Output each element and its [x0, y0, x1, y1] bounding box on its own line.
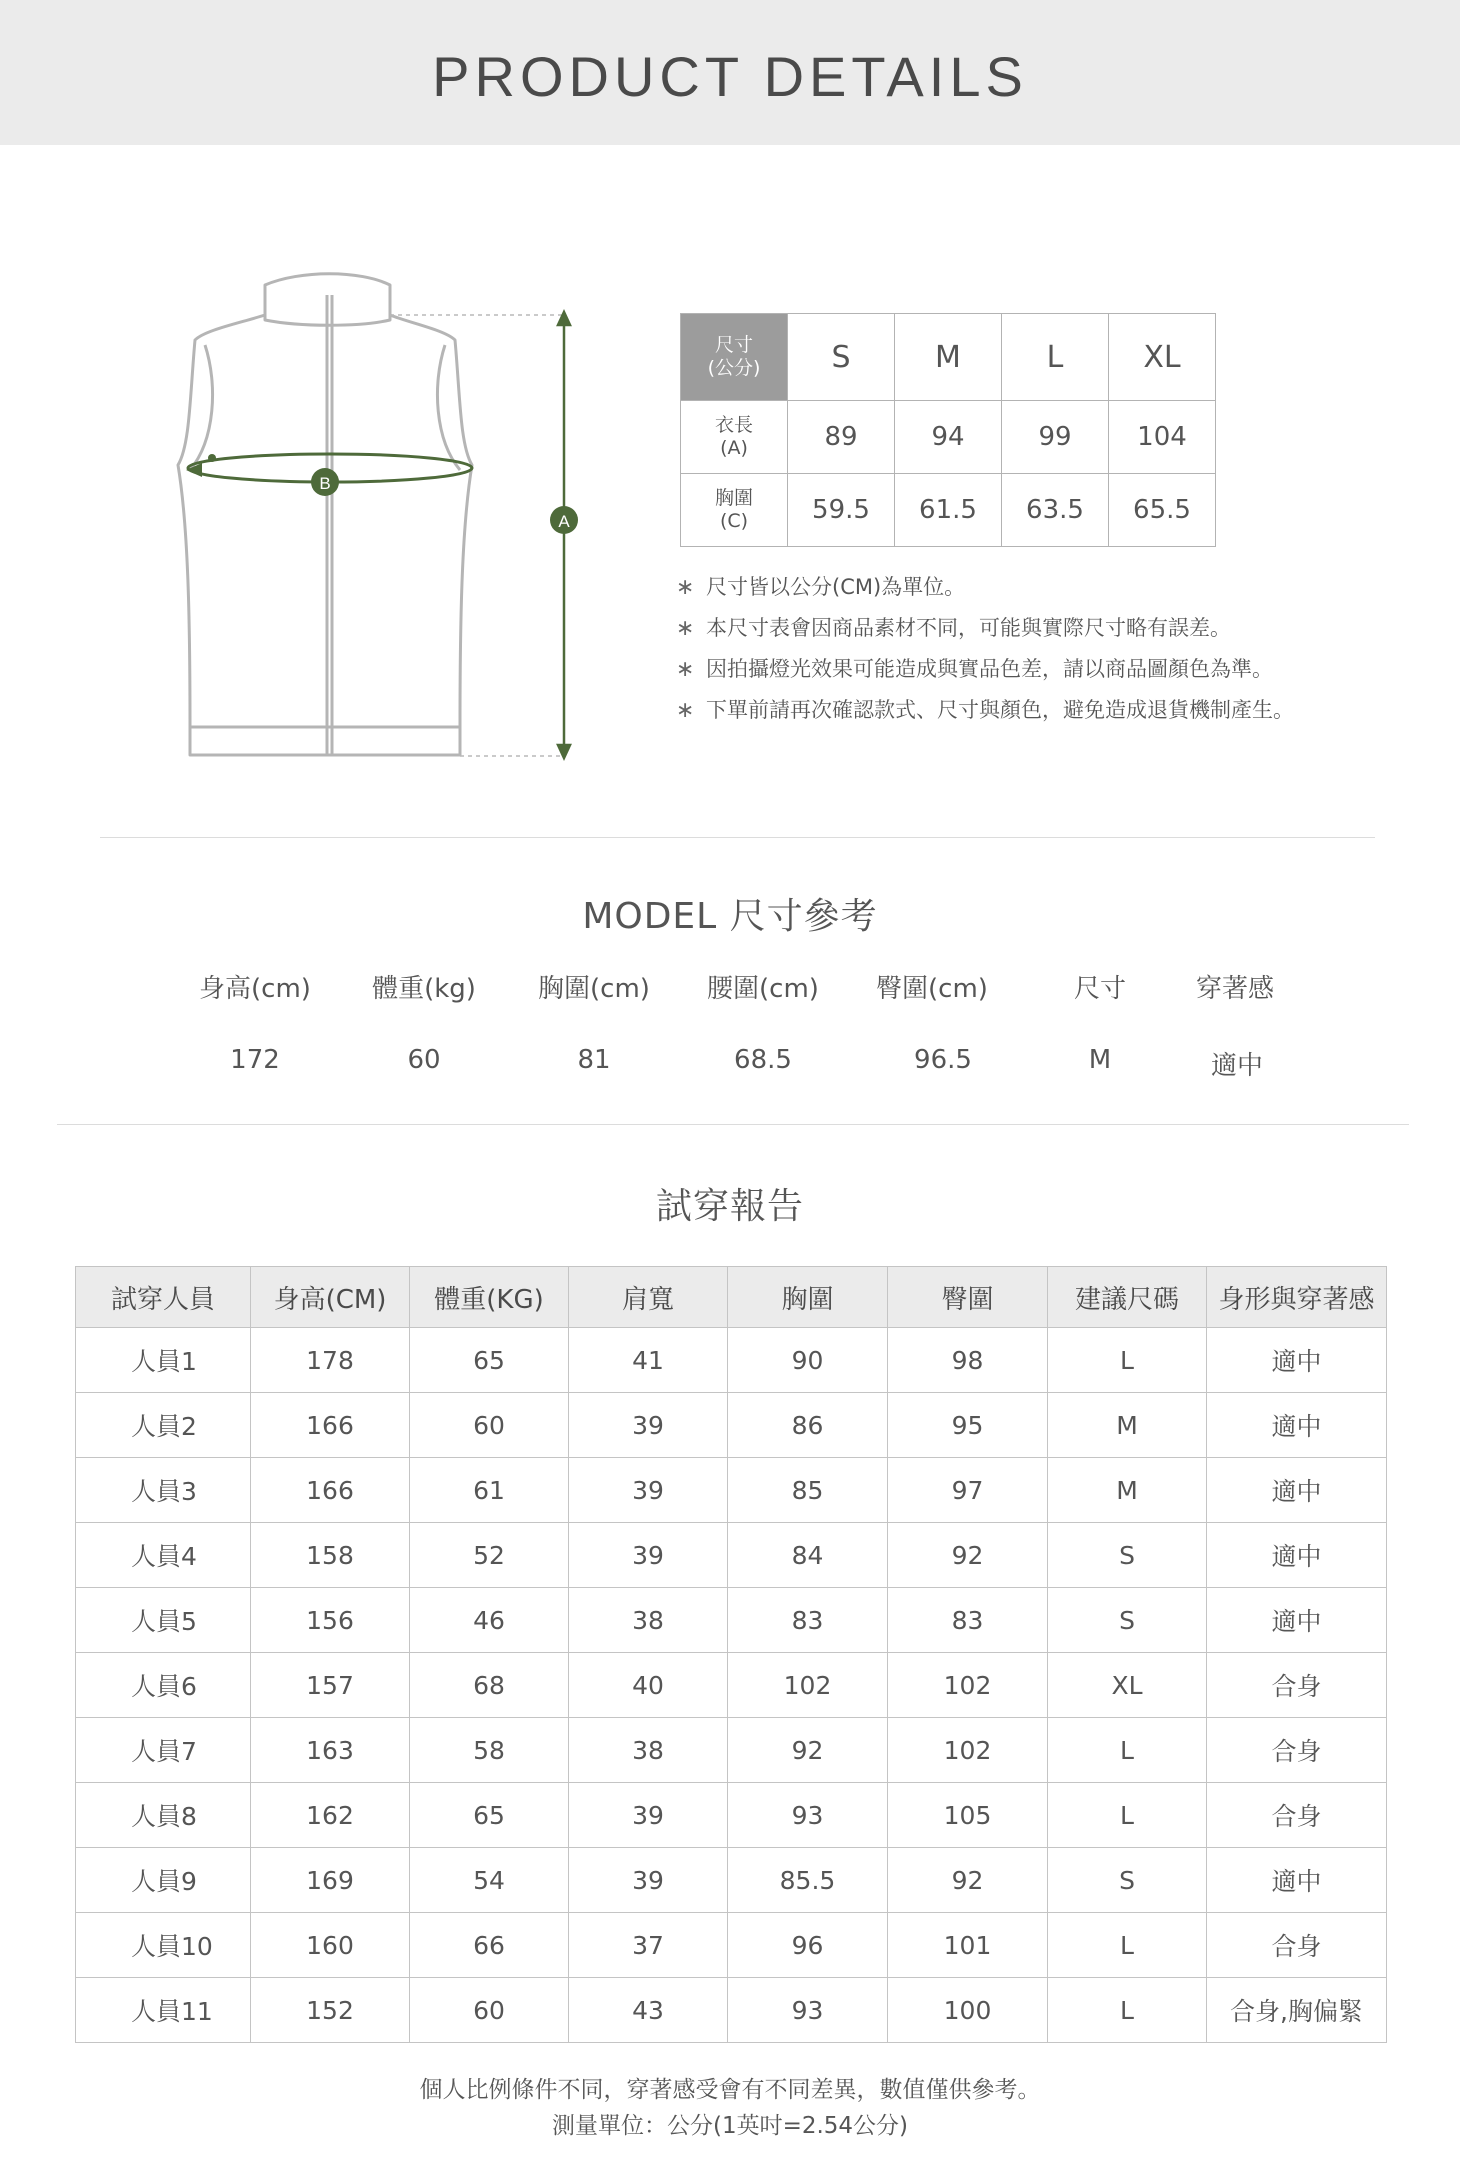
tryon-cell: L	[1048, 1718, 1207, 1783]
model-section-title: MODEL 尺寸參考	[582, 896, 878, 937]
note-item: ∗ 因拍攝燈光效果可能造成與實品色差，請以商品圖顏色為準。	[676, 649, 1294, 690]
tryon-cell: 83	[728, 1588, 888, 1653]
tryon-cell: 合身,胸偏緊	[1207, 1978, 1387, 2043]
badge-a-label: A	[558, 512, 570, 531]
tryon-cell: 97	[888, 1458, 1048, 1523]
asterisk-icon: ∗	[676, 657, 695, 682]
size-col-xl: XL	[1109, 314, 1216, 401]
tryon-row	[76, 1588, 1387, 1653]
tryon-row	[76, 1328, 1387, 1393]
size-header-row	[681, 314, 1216, 401]
tryon-cell: 92	[888, 1523, 1048, 1588]
tryon-header-row	[76, 1267, 1387, 1328]
tryon-cell: 68	[410, 1653, 569, 1718]
tryon-cell: 適中	[1207, 1458, 1387, 1523]
tryon-cell: 60	[410, 1393, 569, 1458]
model-value: M	[1088, 1045, 1112, 1075]
asterisk-icon: ∗	[676, 575, 695, 600]
model-header: 尺寸	[1073, 974, 1126, 1004]
tryon-cell: 人員3	[76, 1458, 251, 1523]
vest-body-outline	[178, 315, 472, 755]
model-header: 穿著感	[1195, 974, 1274, 1004]
model-value: 適中	[1210, 1051, 1263, 1081]
tryon-cell: 95	[888, 1393, 1048, 1458]
tryon-cell: S	[1048, 1588, 1207, 1653]
tryon-cell: 人員8	[76, 1783, 251, 1848]
asterisk-icon: ∗	[676, 698, 695, 723]
tryon-cell: 166	[251, 1393, 410, 1458]
tryon-cell: 96	[728, 1913, 888, 1978]
tryon-cell: 101	[888, 1913, 1048, 1978]
tryon-row	[76, 1913, 1387, 1978]
tryon-cell: 158	[251, 1523, 410, 1588]
tryon-cell: M	[1048, 1458, 1207, 1523]
size-col-s: S	[788, 314, 895, 401]
tryon-cell: 合身	[1207, 1718, 1387, 1783]
vest-diagram	[160, 265, 600, 775]
size-chart-table	[680, 313, 1216, 547]
tryon-row	[76, 1783, 1387, 1848]
tryon-row	[76, 1978, 1387, 2043]
tryon-cell: 人員5	[76, 1588, 251, 1653]
tryon-cell: 人員11	[76, 1978, 251, 2043]
size-row-length	[681, 401, 1216, 474]
size-cell: 104	[1109, 401, 1216, 474]
tryon-cell: 102	[728, 1653, 888, 1718]
tryon-body	[76, 1328, 1387, 2043]
tryon-cell: 157	[251, 1653, 410, 1718]
tryon-cell: L	[1048, 1328, 1207, 1393]
tryon-header: 體重(KG)	[410, 1267, 569, 1328]
size-col-l: L	[1002, 314, 1109, 401]
tryon-cell: 61	[410, 1458, 569, 1523]
size-cell: 65.5	[1109, 474, 1216, 547]
tryon-header: 肩寬	[569, 1267, 728, 1328]
tryon-cell: L	[1048, 1783, 1207, 1848]
tryon-cell: 適中	[1207, 1328, 1387, 1393]
tryon-cell: 166	[251, 1458, 410, 1523]
tryon-cell: L	[1048, 1913, 1207, 1978]
tryon-row	[76, 1653, 1387, 1718]
tryon-cell: XL	[1048, 1653, 1207, 1718]
tryon-cell: 人員1	[76, 1328, 251, 1393]
size-cell: 94	[895, 401, 1002, 474]
footer-line: 測量單位：公分(1英吋=2.54公分)	[551, 2113, 909, 2139]
tryon-cell: 合身	[1207, 1913, 1387, 1978]
tryon-cell: 163	[251, 1718, 410, 1783]
tryon-cell: 102	[888, 1653, 1048, 1718]
divider	[57, 1124, 1409, 1125]
tryon-cell: M	[1048, 1393, 1207, 1458]
note-item: ∗ 本尺寸表會因商品素材不同，可能與實際尺寸略有誤差。	[676, 608, 1294, 649]
page-title: PRODUCT DETAILS	[432, 45, 1028, 108]
tryon-cell: 98	[888, 1328, 1048, 1393]
ellipse-start-dot	[208, 454, 216, 462]
size-cell: 59.5	[788, 474, 895, 547]
tryon-cell: 合身	[1207, 1653, 1387, 1718]
size-notes	[676, 567, 1294, 731]
tryon-cell: 90	[728, 1328, 888, 1393]
tryon-header: 胸圍	[728, 1267, 888, 1328]
footer-note	[0, 2072, 1460, 2144]
tryon-cell: 65	[410, 1328, 569, 1393]
tryon-cell: 38	[569, 1718, 728, 1783]
tryon-table	[75, 1266, 1387, 2043]
tryon-header: 身高(CM)	[251, 1267, 410, 1328]
note-item: ∗ 尺寸皆以公分(CM)為單位。	[676, 567, 1294, 608]
tryon-cell: 85.5	[728, 1848, 888, 1913]
tryon-cell: 適中	[1207, 1393, 1387, 1458]
tryon-cell: 適中	[1207, 1848, 1387, 1913]
tryon-cell: 54	[410, 1848, 569, 1913]
model-header: 腰圍(cm)	[707, 974, 819, 1004]
tryon-cell: 60	[410, 1978, 569, 2043]
note-item: ∗ 下單前請再次確認款式、尺寸與顏色，避免造成退貨機制產生。	[676, 690, 1294, 731]
tryon-cell: 39	[569, 1523, 728, 1588]
model-header: 臀圍(cm)	[876, 974, 988, 1004]
tryon-cell: 人員9	[76, 1848, 251, 1913]
tryon-row	[76, 1848, 1387, 1913]
tryon-cell: 105	[888, 1783, 1048, 1848]
badge-b-label: B	[319, 474, 331, 493]
model-value: 172	[230, 1045, 280, 1075]
model-value: 96.5	[914, 1045, 972, 1075]
size-row-label: 胸圍 (C)	[681, 474, 788, 547]
size-cell: 89	[788, 401, 895, 474]
model-value: 81	[577, 1045, 611, 1075]
divider	[100, 837, 1375, 838]
tryon-header: 臀圍	[888, 1267, 1048, 1328]
tryon-cell: 39	[569, 1393, 728, 1458]
asterisk-icon: ∗	[676, 616, 695, 641]
tryon-cell: 93	[728, 1783, 888, 1848]
size-cell: 63.5	[1002, 474, 1109, 547]
size-col-m: M	[895, 314, 1002, 401]
tryon-cell: 人員10	[76, 1913, 251, 1978]
tryon-cell: 92	[888, 1848, 1048, 1913]
size-cell: 61.5	[895, 474, 1002, 547]
tryon-cell: 178	[251, 1328, 410, 1393]
tryon-cell: 100	[888, 1978, 1048, 2043]
tryon-cell: 46	[410, 1588, 569, 1653]
tryon-cell: 43	[569, 1978, 728, 2043]
tryon-row	[76, 1458, 1387, 1523]
tryon-cell: 41	[569, 1328, 728, 1393]
header-band	[0, 0, 1460, 145]
model-header: 身高(cm)	[199, 974, 311, 1004]
tryon-header: 試穿人員	[76, 1267, 251, 1328]
size-row-label: 衣長 (A)	[681, 401, 788, 474]
model-value: 68.5	[734, 1045, 792, 1075]
tryon-cell: 52	[410, 1523, 569, 1588]
tryon-cell: 152	[251, 1978, 410, 2043]
tryon-cell: 39	[569, 1458, 728, 1523]
tryon-cell: 156	[251, 1588, 410, 1653]
tryon-cell: 人員2	[76, 1393, 251, 1458]
tryon-cell: 162	[251, 1783, 410, 1848]
arrow-up-icon	[558, 312, 570, 325]
tryon-section-title: 試穿報告	[655, 1186, 804, 1227]
tryon-cell: 40	[569, 1653, 728, 1718]
tryon-header: 建議尺碼	[1048, 1267, 1207, 1328]
tryon-header: 身形與穿著感	[1207, 1267, 1387, 1328]
tryon-cell: 適中	[1207, 1588, 1387, 1653]
tryon-cell: S	[1048, 1523, 1207, 1588]
tryon-row	[76, 1393, 1387, 1458]
model-value: 60	[407, 1045, 441, 1075]
tryon-cell: 169	[251, 1848, 410, 1913]
tryon-cell: 66	[410, 1913, 569, 1978]
tryon-cell: 39	[569, 1848, 728, 1913]
tryon-cell: 86	[728, 1393, 888, 1458]
size-row-chest	[681, 474, 1216, 547]
tryon-cell: 92	[728, 1718, 888, 1783]
tryon-cell: 84	[728, 1523, 888, 1588]
tryon-cell: 85	[728, 1458, 888, 1523]
footer-line: 個人比例條件不同，穿著感受會有不同差異，數值僅供參考。	[419, 2077, 1041, 2103]
tryon-cell: 39	[569, 1783, 728, 1848]
model-header: 體重(kg)	[372, 974, 476, 1004]
tryon-cell: 93	[728, 1978, 888, 2043]
tryon-cell: 83	[888, 1588, 1048, 1653]
size-corner-cell: 尺寸 (公分)	[681, 314, 788, 401]
tryon-cell: 160	[251, 1913, 410, 1978]
tryon-cell: 37	[569, 1913, 728, 1978]
tryon-row	[76, 1523, 1387, 1588]
tryon-cell: 38	[569, 1588, 728, 1653]
size-cell: 99	[1002, 401, 1109, 474]
tryon-cell: 102	[888, 1718, 1048, 1783]
tryon-cell: 65	[410, 1783, 569, 1848]
tryon-cell: S	[1048, 1848, 1207, 1913]
tryon-cell: 人員7	[76, 1718, 251, 1783]
tryon-row	[76, 1718, 1387, 1783]
tryon-cell: 人員6	[76, 1653, 251, 1718]
tryon-cell: L	[1048, 1978, 1207, 2043]
tryon-cell: 合身	[1207, 1783, 1387, 1848]
model-header: 胸圍(cm)	[538, 974, 650, 1004]
tryon-cell: 人員4	[76, 1523, 251, 1588]
tryon-cell: 58	[410, 1718, 569, 1783]
tryon-cell: 適中	[1207, 1523, 1387, 1588]
